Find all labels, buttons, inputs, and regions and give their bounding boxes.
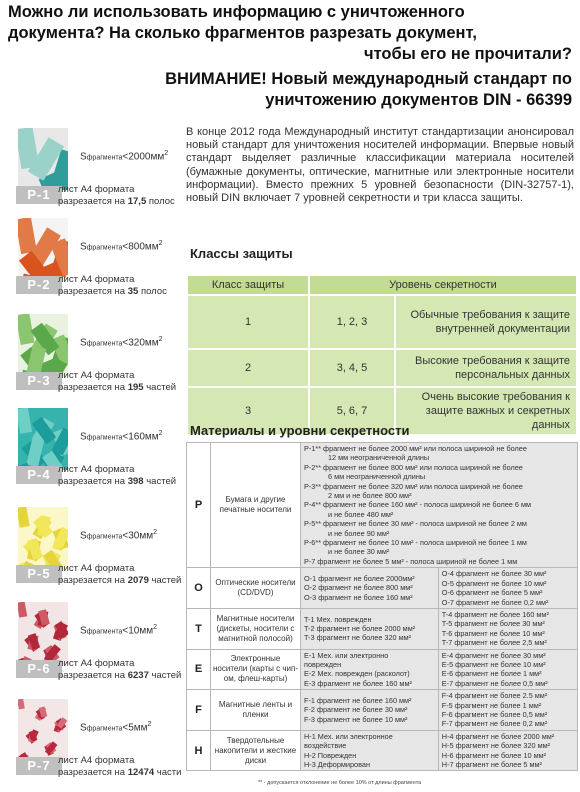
material-name: Электронные носители (карты с чип-ом, флеш-карты) <box>211 649 301 690</box>
level-line: O-4 фрагмент не более 30 мм² <box>441 569 547 579</box>
size-value: <320мм <box>122 337 159 349</box>
desc-suffix: частей <box>143 476 177 487</box>
desc-prefix: разрезается на <box>58 382 128 393</box>
desc-line-1: лист А4 формата <box>58 755 135 766</box>
material-levels-right <box>438 608 577 649</box>
security-level-badge: P-7 <box>16 757 62 775</box>
attention-line-2: уничтожению документов DIN - 66399 <box>265 91 572 109</box>
desc-prefix: разрезается на <box>58 286 128 297</box>
level-line: F-1 фрагмент не более 160 мм² <box>304 695 412 705</box>
desc-suffix: полос <box>138 286 167 297</box>
fragment-size <box>80 721 151 733</box>
level-line: H-2 Поврежден <box>304 750 357 760</box>
materials-title: Материалы и уровни секретности <box>190 423 410 438</box>
level-line: E-3 фрагмент не более 160 мм² <box>304 678 412 688</box>
desc-count: 6237 <box>127 670 149 681</box>
level-line: поврежден <box>304 659 342 669</box>
table-row <box>187 349 577 387</box>
desc-suffix: частей <box>148 670 182 681</box>
footnote: ** - допускается отклонение не более 10% от длины фрагмента <box>258 780 422 786</box>
level-line: T-7 фрагмент не более 2,5 мм² <box>441 638 547 648</box>
desc-line-1: лист А4 формата <box>58 370 135 381</box>
shred-sample <box>16 699 186 785</box>
fragment-size <box>80 529 157 541</box>
level-line: 6 мм неограниченной длины <box>328 472 426 482</box>
material-levels <box>301 443 578 568</box>
desc-line-1: лист А4 формата <box>58 563 135 574</box>
material-name: Оптические носители (CD/DVD) <box>211 568 301 609</box>
desc-prefix: разрезается на <box>58 476 128 487</box>
level-line: F-6 фрагмент не более 0,5 мм² <box>441 709 548 719</box>
size-symbol: S <box>80 431 87 443</box>
desc-line-1: лист А4 формата <box>58 658 135 669</box>
security-level-badge: P-5 <box>16 565 62 583</box>
desc-prefix: разрезается на <box>58 575 128 586</box>
level-line: E-2 Мех. поврежден (расколот) <box>304 669 410 679</box>
level-line: E-1 Мех. или электронно <box>304 650 389 660</box>
level-line: O-5 фрагмент не более 10 мм² <box>441 578 547 588</box>
material-levels-left <box>301 649 439 690</box>
material-code: P <box>187 443 211 568</box>
level-line: F-2 фрагмент не более 30 мм² <box>304 705 408 715</box>
shred-sample <box>16 314 186 400</box>
title-line-1: Можно ли использовать информацию с уничтоженного <box>8 3 465 21</box>
level-line: O-7 фрагмент не более 0,2 мм² <box>441 597 549 607</box>
desc-count: 195 <box>127 382 144 393</box>
level-line: H-1 Мех. или электронное <box>304 731 393 741</box>
security-level-badge: P-4 <box>16 466 62 484</box>
material-code: F <box>187 690 211 731</box>
size-exponent: 2 <box>164 150 169 157</box>
level-line: P-4** фрагмент не более 160 мм² - полоса шириной не более 6 мм <box>304 500 532 510</box>
desc-prefix: разрезается на <box>58 196 128 207</box>
shred-sample <box>16 602 186 688</box>
fragment-size <box>80 240 163 252</box>
size-subscript: фрагмента <box>86 533 123 541</box>
material-levels-right <box>438 730 577 771</box>
shredded-paper-image <box>18 602 68 664</box>
level-line: 2 мм и не более 800 мм² <box>328 491 412 501</box>
size-subscript: фрагмента <box>86 434 123 442</box>
classes-title: Классы защиты <box>190 246 293 261</box>
size-symbol: S <box>80 151 87 163</box>
level-line: и не более 90 мм² <box>328 528 390 538</box>
table-row <box>187 295 577 349</box>
desc-count: 35 <box>127 286 139 297</box>
desc-suffix: полос <box>146 196 175 207</box>
level-line: и не более 30 мм² <box>328 547 390 557</box>
header-class: Класс защиты <box>187 275 309 295</box>
fragment-description <box>58 184 208 208</box>
desc-cell: Обычные требования к защите внутренней документации <box>395 295 577 349</box>
fragment-size <box>80 150 168 162</box>
security-level-badge: P-6 <box>16 660 62 678</box>
material-name: Твердотельные накопители и жесткие диски <box>211 730 301 771</box>
material-levels-right <box>438 649 577 690</box>
size-exponent: 2 <box>153 624 157 631</box>
attention-line-1: ВНИМАНИЕ! Новый международный стандарт по <box>165 70 572 88</box>
level-line: P-6** фрагмент не более 10 мм² - полоса шириной не более 1 мм <box>304 538 527 548</box>
size-exponent: 2 <box>153 529 157 536</box>
level-line: O-6 фрагмент не более 5 мм² <box>441 588 543 598</box>
level-line: O-2 фрагмент не более 800 мм² <box>304 583 413 593</box>
size-value: <30мм <box>122 530 154 542</box>
size-exponent: 2 <box>158 430 163 437</box>
material-code: E <box>187 649 211 690</box>
material-levels-right <box>438 568 577 609</box>
size-symbol: S <box>80 722 87 734</box>
class-cell: 2 <box>187 349 309 387</box>
shredded-paper-image <box>18 314 68 376</box>
desc-prefix: разрезается на <box>58 670 128 681</box>
level-line: O-1 фрагмент не более 2000мм² <box>304 573 415 583</box>
size-subscript: фрагмента <box>86 628 123 636</box>
size-exponent: 2 <box>158 336 163 343</box>
desc-suffix: частей <box>143 382 177 393</box>
size-value: <160мм <box>122 431 159 443</box>
material-row-t <box>187 608 578 649</box>
level-line: H-3 Деформирован <box>304 760 370 769</box>
level-line: H-6 фрагмент не более 10 мм² <box>441 750 547 760</box>
levels-cell: 5, 6, 7 <box>309 387 395 435</box>
level-line: T-1 Мех. поврежден <box>304 614 372 624</box>
level-line: E-7 фрагмент не более 0,5 мм² <box>441 678 548 688</box>
fragment-size <box>80 336 163 348</box>
size-subscript: фрагмента <box>86 340 123 348</box>
level-line: O-3 фрагмент не более 160 мм² <box>304 592 413 602</box>
shredded-paper-image <box>18 408 68 470</box>
level-line: F-3 фрагмент не более 10 мм² <box>304 714 408 724</box>
level-line: T-4 фрагмент не более 160 мм² <box>441 609 549 619</box>
desc-count: 12474 <box>127 767 155 778</box>
material-row-h <box>187 730 578 771</box>
material-code: H <box>187 730 211 771</box>
size-symbol: S <box>80 241 87 253</box>
level-line: F-7 фрагмент не более 0,2 мм² <box>441 719 548 729</box>
level-line: P-3** фрагмент не более 320 мм² или полоса шириной не более <box>304 481 523 491</box>
page-title <box>8 2 576 65</box>
material-row-f <box>187 690 578 731</box>
level-line: F-5 фрагмент не более 1 мм² <box>441 700 542 710</box>
levels-cell: 3, 4, 5 <box>309 349 395 387</box>
shredded-paper-image <box>18 218 68 280</box>
desc-count: 2079 <box>127 575 149 586</box>
title-line-2: документа? На сколько фрагментов разрезать документ, <box>8 24 477 42</box>
level-line: E-6 фрагмент не более 1 мм² <box>441 669 542 679</box>
material-levels-left <box>301 608 439 649</box>
size-value: <10мм <box>122 625 154 637</box>
security-level-badge: P-2 <box>16 276 62 294</box>
desc-count: 17,5 <box>127 196 147 207</box>
size-symbol: S <box>80 337 87 349</box>
material-levels-right <box>438 690 577 731</box>
level-line: P-1** фрагмент не более 2000 мм² или полоса шириной не более <box>304 444 527 453</box>
material-name: Магнитные ленты и пленки <box>211 690 301 731</box>
material-row-e <box>187 649 578 690</box>
material-levels-left <box>301 690 439 731</box>
classes-table <box>186 274 578 436</box>
size-symbol: S <box>80 625 87 637</box>
desc-cell: Высокие требования к защите персональных данных <box>395 349 577 387</box>
desc-line-1: лист А4 формата <box>58 184 135 195</box>
level-line: T-3 фрагмент не более 320 мм² <box>304 633 412 643</box>
size-exponent: 2 <box>158 240 163 247</box>
shred-sample <box>16 218 186 304</box>
class-cell: 1 <box>187 295 309 349</box>
level-line: T-6 фрагмент не более 10 мм² <box>441 628 545 638</box>
level-line: P-2** фрагмент не более 800 мм² или полоса шириной не более <box>304 462 523 472</box>
security-level-badge: P-1 <box>16 186 62 204</box>
level-line: E-5 фрагмент не более 10 мм² <box>441 659 546 669</box>
shredded-paper-image <box>18 699 68 761</box>
material-row-p <box>187 443 578 568</box>
levels-cell: 1, 2, 3 <box>309 295 395 349</box>
size-subscript: фрагмента <box>86 154 123 162</box>
material-code: T <box>187 608 211 649</box>
size-subscript: фрагмента <box>86 244 123 252</box>
size-subscript: фрагмента <box>86 725 123 733</box>
level-line: 12 мм неограниченной длины <box>328 453 430 463</box>
security-level-badge: P-3 <box>16 372 62 390</box>
level-line: воздействие <box>304 741 347 751</box>
fragment-size <box>80 624 157 636</box>
title-line-3: чтобы его не прочитали? <box>363 45 572 63</box>
size-value: <800мм <box>122 241 159 253</box>
material-name: Магнитные носители (дискеты, носители с магнитной полосой) <box>211 608 301 649</box>
level-line: и не более 480 мм² <box>328 509 394 519</box>
material-levels-left <box>301 568 439 609</box>
material-name: Бумага и другие печатные носители <box>211 443 301 568</box>
class-cell: 3 <box>187 387 309 435</box>
level-line: H-7 фрагмент не более 5 мм² <box>441 760 542 769</box>
material-code: O <box>187 568 211 609</box>
shredded-paper-image <box>18 128 68 190</box>
size-exponent: 2 <box>147 721 152 728</box>
desc-suffix: частей <box>148 575 182 586</box>
attention-heading <box>92 69 572 111</box>
level-line: E-4 фрагмент не более 30 мм² <box>441 650 546 660</box>
desc-line-1: лист А4 формата <box>58 274 135 285</box>
desc-count: 398 <box>127 476 144 487</box>
material-levels-left <box>301 730 439 771</box>
desc-prefix: разрезается на <box>58 767 128 778</box>
shred-sample <box>16 408 186 494</box>
header-level: Уровень секретности <box>309 275 577 295</box>
level-line: T-5 фрагмент не более 30 мм² <box>441 619 545 629</box>
size-value: <5мм <box>122 722 148 734</box>
level-line: P-7 фрагмент не более 5 мм² - полоса шириной не более 1 мм <box>304 556 518 566</box>
size-symbol: S <box>80 530 87 542</box>
fragment-size <box>80 430 163 442</box>
desc-suffix: части <box>154 767 182 778</box>
shred-sample <box>16 128 186 214</box>
desc-line-1: лист А4 формата <box>58 464 135 475</box>
shred-sample <box>16 507 186 593</box>
level-line: F-4 фрагмент не более 2.5 мм² <box>441 691 548 701</box>
size-value: <2000мм <box>122 151 165 163</box>
level-line: P-5** фрагмент не более 30 мм² - полоса шириной не более 2 мм <box>304 519 527 529</box>
level-line: H-5 фрагмент не более 320 мм² <box>441 741 551 751</box>
materials-table <box>186 442 578 771</box>
desc-cell: Очень высокие требования к защите важных и секретных данных <box>395 387 577 435</box>
shredded-paper-image <box>18 507 68 569</box>
classes-header-row <box>187 275 577 295</box>
level-line: T-2 фрагмент не более 2000 мм² <box>304 624 416 634</box>
level-line: H-4 фрагмент не более 2000 мм² <box>441 731 555 741</box>
intro-paragraph: В конце 2012 года Международный институт стандартизации анонсировал новый стандарт для уничтожения носителей информации. Впервые новый стандарт выделяет различные классификации материала носителей (бумажные документы, оптические, магнитные или электронные носители информации). Вместо прежних 5 уровней безопасности (DIN-32757-1), новый DIN включает 7 уровней секретности и три класса защиты. <box>186 126 574 205</box>
material-row-o <box>187 568 578 609</box>
